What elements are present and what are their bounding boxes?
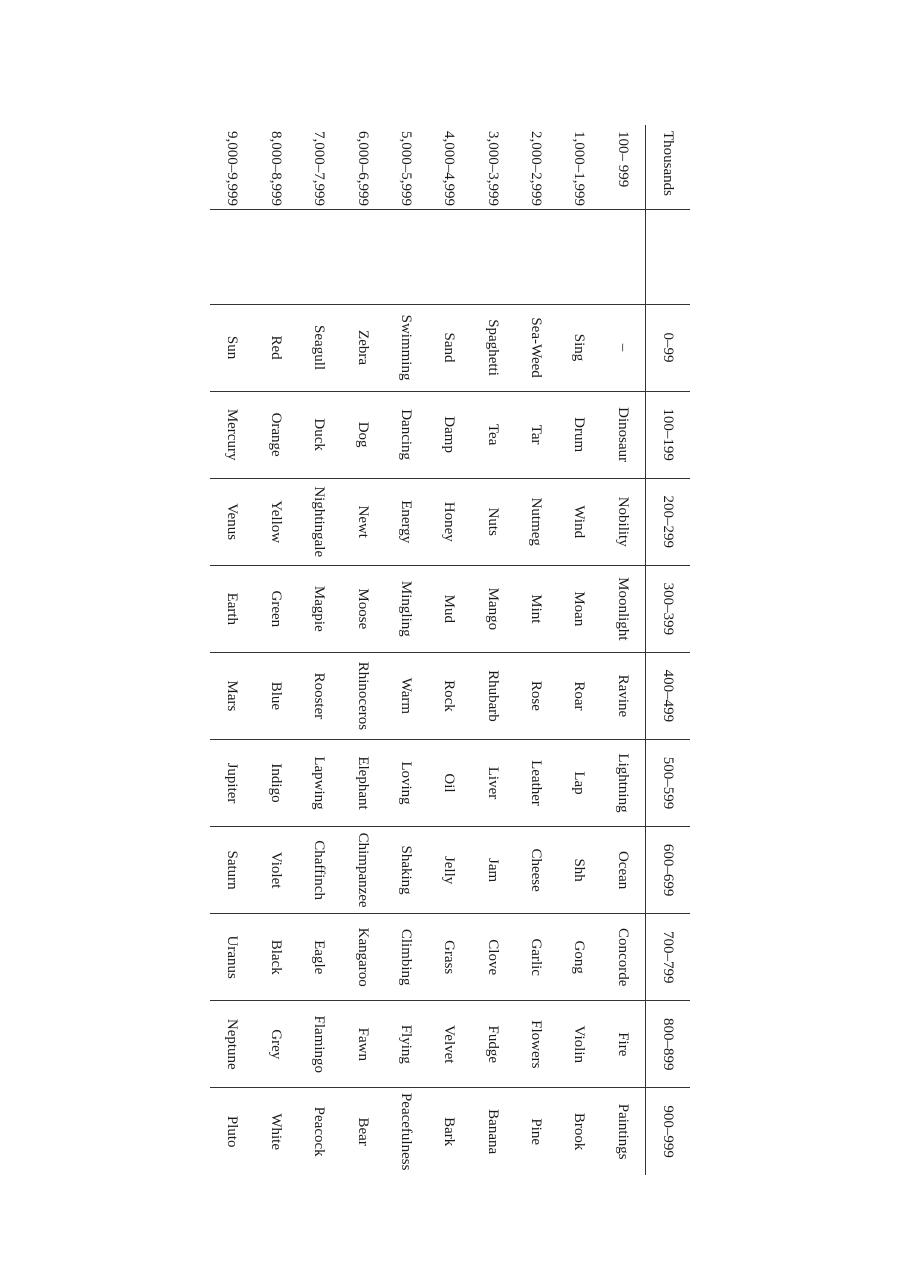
- table-cell: White: [254, 1088, 297, 1175]
- table-cell: Nutmeg: [514, 478, 557, 565]
- table-cell: Wind: [557, 478, 600, 565]
- table-cell: Paintings: [601, 1088, 646, 1175]
- table-cell: Roar: [557, 652, 600, 739]
- table-cell: Clove: [470, 914, 513, 1001]
- table-cell: Eagle: [297, 914, 340, 1001]
- blank-header-cell: [645, 209, 690, 304]
- table-cell: Blue: [254, 652, 297, 739]
- table-cell: Lightning: [601, 739, 646, 826]
- table-cell: Chaffinch: [297, 827, 340, 914]
- table-cell: Shaking: [384, 827, 427, 914]
- table-cell: Orange: [254, 391, 297, 478]
- table-cell: Rooster: [297, 652, 340, 739]
- row-thousands-label: 6,000–6,999: [340, 125, 383, 209]
- table-cell: Damp: [427, 391, 470, 478]
- row-thousands-label: 100– 999: [601, 125, 646, 209]
- table-row: [557, 125, 600, 1175]
- table-cell: Sand: [427, 304, 470, 391]
- table-cell: Tea: [470, 391, 513, 478]
- table-cell: Rhubarb: [470, 652, 513, 739]
- table-cell: Dancing: [384, 391, 427, 478]
- blank-cell: [254, 209, 297, 304]
- table-cell: Cheese: [514, 827, 557, 914]
- table-cell: Dinosaur: [601, 391, 646, 478]
- table-cell: Indigo: [254, 739, 297, 826]
- corner-label: Thousands: [645, 125, 690, 209]
- table-cell: Moan: [557, 565, 600, 652]
- table-row: [427, 125, 470, 1175]
- table-cell: Earth: [210, 565, 254, 652]
- table-cell: Venus: [210, 478, 254, 565]
- table-cell: Fire: [601, 1001, 646, 1088]
- table-cell: Elephant: [340, 739, 383, 826]
- header-row: [645, 125, 690, 1175]
- table-row: [340, 125, 383, 1175]
- table-cell: Violin: [557, 1001, 600, 1088]
- rotated-table-frame: [210, 125, 690, 1175]
- table-cell: Oil: [427, 739, 470, 826]
- table-cell: Mango: [470, 565, 513, 652]
- row-thousands-label: 2,000–2,999: [514, 125, 557, 209]
- table-cell: Moonlight: [601, 565, 646, 652]
- table-cell: Jam: [470, 827, 513, 914]
- table-row: [601, 125, 646, 1175]
- table-cell: Violet: [254, 827, 297, 914]
- table-cell: Seagull: [297, 304, 340, 391]
- table-cell: Yellow: [254, 478, 297, 565]
- table-cell: Neptune: [210, 1001, 254, 1088]
- row-thousands-label: 5,000–5,999: [384, 125, 427, 209]
- table-cell: Flamingo: [297, 1001, 340, 1088]
- table-cell: Red: [254, 304, 297, 391]
- table-cell: Jelly: [427, 827, 470, 914]
- table-cell: Jupiter: [210, 739, 254, 826]
- table-row: [514, 125, 557, 1175]
- blank-cell: [210, 209, 254, 304]
- table-cell: Swimming: [384, 304, 427, 391]
- table-cell: Pluto: [210, 1088, 254, 1175]
- table-cell: Mars: [210, 652, 254, 739]
- table-cell: Tar: [514, 391, 557, 478]
- table-cell: Grass: [427, 914, 470, 1001]
- table-cell: Duck: [297, 391, 340, 478]
- table-cell: Lap: [557, 739, 600, 826]
- table-cell: –: [601, 304, 646, 391]
- table-cell: Zebra: [340, 304, 383, 391]
- table-cell: Concorde: [601, 914, 646, 1001]
- table-cell: Chimpanzee: [340, 827, 383, 914]
- blank-cell: [427, 209, 470, 304]
- column-header: 400–499: [645, 652, 690, 739]
- table-body: [210, 125, 690, 1175]
- table-cell: Garlic: [514, 914, 557, 1001]
- table-cell: Mint: [514, 565, 557, 652]
- table-row: [470, 125, 513, 1175]
- blank-cell: [514, 209, 557, 304]
- table-cell: Flowers: [514, 1001, 557, 1088]
- column-header: 100–199: [645, 391, 690, 478]
- table-cell: Fawn: [340, 1001, 383, 1088]
- table-cell: Leather: [514, 739, 557, 826]
- table-cell: Honey: [427, 478, 470, 565]
- row-thousands-label: 3,000–3,999: [470, 125, 513, 209]
- table-cell: Nuts: [470, 478, 513, 565]
- table-cell: Rose: [514, 652, 557, 739]
- table-cell: Peacock: [297, 1088, 340, 1175]
- table-cell: Velvet: [427, 1001, 470, 1088]
- table-cell: Rock: [427, 652, 470, 739]
- table-cell: Gong: [557, 914, 600, 1001]
- table-cell: Shh: [557, 827, 600, 914]
- blank-cell: [384, 209, 427, 304]
- table-row: [254, 125, 297, 1175]
- row-thousands-label: 1,000–1,999: [557, 125, 600, 209]
- table-cell: Lapwing: [297, 739, 340, 826]
- table-row: [210, 125, 254, 1175]
- table-cell: Sea-Weed: [514, 304, 557, 391]
- column-header: 800–899: [645, 1001, 690, 1088]
- table-cell: Green: [254, 565, 297, 652]
- table-cell: Saturn: [210, 827, 254, 914]
- table-cell: Moose: [340, 565, 383, 652]
- table-cell: Banana: [470, 1088, 513, 1175]
- table-cell: Magpie: [297, 565, 340, 652]
- table-cell: Grey: [254, 1001, 297, 1088]
- table-cell: Kangaroo: [340, 914, 383, 1001]
- table-cell: Drum: [557, 391, 600, 478]
- column-header: 900–999: [645, 1088, 690, 1175]
- table-cell: Warm: [384, 652, 427, 739]
- table-cell: Flying: [384, 1001, 427, 1088]
- table-cell: Bark: [427, 1088, 470, 1175]
- column-header: 300–399: [645, 565, 690, 652]
- column-header: 700–799: [645, 914, 690, 1001]
- row-thousands-label: 7,000–7,999: [297, 125, 340, 209]
- table-cell: Black: [254, 914, 297, 1001]
- row-thousands-label: 8,000–8,999: [254, 125, 297, 209]
- table-cell: Newt: [340, 478, 383, 565]
- table-cell: Sing: [557, 304, 600, 391]
- column-header: 600–699: [645, 827, 690, 914]
- blank-cell: [557, 209, 600, 304]
- column-header: 0–99: [645, 304, 690, 391]
- blank-cell: [340, 209, 383, 304]
- blank-cell: [470, 209, 513, 304]
- blank-cell: [297, 209, 340, 304]
- table-cell: Nobility: [601, 478, 646, 565]
- table-cell: Energy: [384, 478, 427, 565]
- row-thousands-label: 9,000–9,999: [210, 125, 254, 209]
- table-cell: Loving: [384, 739, 427, 826]
- table-cell: Mingling: [384, 565, 427, 652]
- table-cell: Mercury: [210, 391, 254, 478]
- table-cell: Pine: [514, 1088, 557, 1175]
- table-cell: Bear: [340, 1088, 383, 1175]
- table-cell: Uranus: [210, 914, 254, 1001]
- column-header: 200–299: [645, 478, 690, 565]
- table-row: [297, 125, 340, 1175]
- number-word-table: [210, 125, 690, 1175]
- table-cell: Ocean: [601, 827, 646, 914]
- table-cell: Sun: [210, 304, 254, 391]
- table-cell: Dog: [340, 391, 383, 478]
- column-header: 500–599: [645, 739, 690, 826]
- table-row: [384, 125, 427, 1175]
- table-cell: Brook: [557, 1088, 600, 1175]
- table-cell: Fudge: [470, 1001, 513, 1088]
- table-cell: Climbing: [384, 914, 427, 1001]
- table-cell: Liver: [470, 739, 513, 826]
- table-cell: Spaghetti: [470, 304, 513, 391]
- table-cell: Nightingale: [297, 478, 340, 565]
- table-cell: Ravine: [601, 652, 646, 739]
- table-cell: Rhinoceros: [340, 652, 383, 739]
- table-cell: Peacefulness: [384, 1088, 427, 1175]
- row-thousands-label: 4,000–4,999: [427, 125, 470, 209]
- table-cell: Mud: [427, 565, 470, 652]
- blank-cell: [601, 209, 646, 304]
